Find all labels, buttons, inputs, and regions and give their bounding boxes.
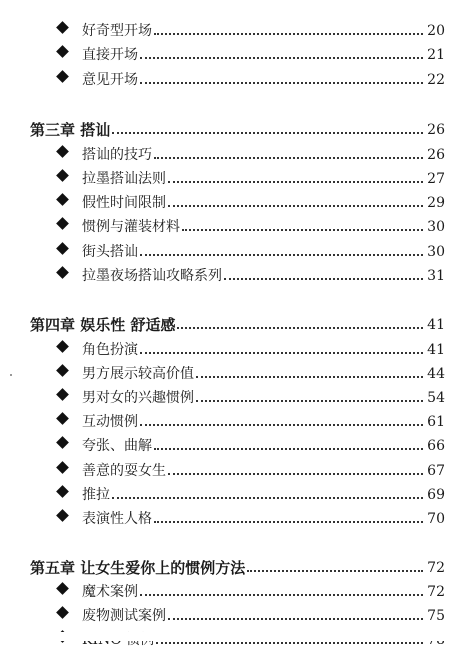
diamond-bullet-icon (56, 21, 69, 34)
section-title: 男方展示较高价值 (82, 366, 194, 382)
dot-leader (154, 521, 423, 523)
toc-entry-row (0, 436, 463, 456)
page-number: 67 (423, 461, 445, 481)
page-number: 29 (423, 193, 445, 213)
diamond-bullet-icon (56, 266, 69, 279)
section-title: 推拉 (82, 487, 110, 503)
dot-leader (168, 181, 423, 183)
section-title: 夸张、曲解 (82, 438, 152, 454)
section-title: 男对女的兴趣惯例 (82, 390, 194, 406)
section-title: 直接开场 (82, 47, 138, 63)
toc-entry-row (0, 582, 463, 602)
page-number: 72 (423, 558, 445, 578)
diamond-bullet-icon (56, 461, 69, 474)
dot-leader (140, 57, 423, 59)
toc-entry-row (0, 485, 463, 505)
section-title: 废物测试案例 (82, 608, 166, 624)
page-number: 22 (423, 70, 445, 90)
toc-entry-row (0, 169, 463, 189)
section-title: 搭讪的技巧 (82, 147, 152, 163)
dot-leader (168, 618, 423, 620)
page-number: 66 (423, 436, 445, 456)
page-number: 31 (423, 266, 445, 286)
diamond-bullet-icon (56, 412, 69, 425)
page-number: 30 (423, 242, 445, 262)
toc-entry-row (0, 461, 463, 481)
page-number: 21 (423, 45, 445, 65)
toc-entry-row (0, 21, 463, 41)
toc-entry-row (0, 266, 463, 286)
section-title: 互动惯例 (82, 414, 138, 430)
page-number: 61 (423, 412, 445, 432)
page-number: 72 (423, 582, 445, 602)
diamond-bullet-icon (56, 509, 69, 522)
dot-leader (196, 376, 423, 378)
section-title: 魔术案例 (82, 584, 138, 600)
diamond-bullet-icon (56, 606, 69, 619)
dot-leader (177, 327, 423, 329)
toc-entry-row (0, 509, 463, 529)
scan-speck (10, 374, 12, 376)
page-number: 26 (423, 145, 445, 165)
chapter-title: 第五章 让女生爱你上的惯例方法 (30, 559, 246, 577)
dot-leader (154, 157, 423, 159)
dot-leader (224, 278, 423, 280)
dot-leader (196, 400, 423, 402)
page-number: 30 (423, 217, 445, 237)
page-number: 44 (423, 364, 445, 384)
page-number: 70 (423, 509, 445, 529)
section-title: 角色扮演 (82, 342, 138, 358)
diamond-bullet-icon (56, 217, 69, 230)
dot-leader (168, 473, 423, 475)
diamond-bullet-icon (56, 193, 69, 206)
page-number: 41 (423, 340, 445, 360)
toc-entry-row (0, 606, 463, 626)
toc-entry-row (0, 193, 463, 213)
page-bottom-edge (0, 632, 463, 641)
dot-leader (156, 642, 423, 644)
page-number: 27 (423, 169, 445, 189)
section-title: 拉墨搭讪法则 (82, 171, 166, 187)
diamond-bullet-icon (56, 169, 69, 182)
section-title: 街头搭讪 (82, 244, 138, 260)
toc-chapter-row (0, 558, 463, 578)
toc-entry-row (0, 45, 463, 65)
diamond-bullet-icon (56, 582, 69, 595)
section-title: 好奇型开场 (82, 23, 152, 39)
section-title: 表演性人格 (82, 511, 152, 527)
diamond-bullet-icon (56, 340, 69, 353)
page-number: 75 (423, 606, 445, 626)
dot-leader (140, 254, 423, 256)
diamond-bullet-icon (56, 388, 69, 401)
toc-entry-row (0, 364, 463, 384)
section-title: 意见开场 (82, 72, 138, 88)
toc-entry-row (0, 217, 463, 237)
dot-leader (247, 570, 423, 572)
dot-leader (112, 132, 423, 134)
dot-leader (154, 33, 423, 35)
toc-entry-row (0, 388, 463, 408)
page-number: 41 (423, 315, 445, 335)
dot-leader (112, 497, 423, 499)
dot-leader (140, 594, 423, 596)
page-number: 20 (423, 21, 445, 41)
page-number: 54 (423, 388, 445, 408)
diamond-bullet-icon (56, 145, 69, 158)
diamond-bullet-icon (56, 242, 69, 255)
toc-entry-row (0, 340, 463, 360)
dot-leader (154, 448, 423, 450)
toc-entry-row (0, 70, 463, 90)
chapter-title: 第四章 娱乐性 舒适感 (30, 316, 176, 334)
dot-leader (140, 424, 423, 426)
dot-leader (168, 205, 423, 207)
dot-leader (182, 229, 423, 231)
toc-chapter-row (0, 315, 463, 335)
diamond-bullet-icon (56, 364, 69, 377)
diamond-bullet-icon (56, 70, 69, 83)
toc-entry-row (0, 412, 463, 432)
toc-entry-row (0, 145, 463, 165)
diamond-bullet-icon (56, 485, 69, 498)
page-number: 26 (423, 120, 445, 140)
diamond-bullet-icon (56, 45, 69, 58)
section-title: 善意的耍女生 (82, 463, 166, 479)
section-title: 惯例与灌装材料 (82, 219, 180, 235)
page-number: 69 (423, 485, 445, 505)
section-title: 假性时间限制 (82, 195, 166, 211)
section-title: 拉墨夜场搭讪攻略系列 (82, 268, 222, 284)
dot-leader (140, 82, 423, 84)
toc-entry-row (0, 242, 463, 262)
dot-leader (140, 352, 423, 354)
toc-chapter-row (0, 120, 463, 140)
diamond-bullet-icon (56, 436, 69, 449)
chapter-title: 第三章 搭讪 (30, 121, 111, 139)
